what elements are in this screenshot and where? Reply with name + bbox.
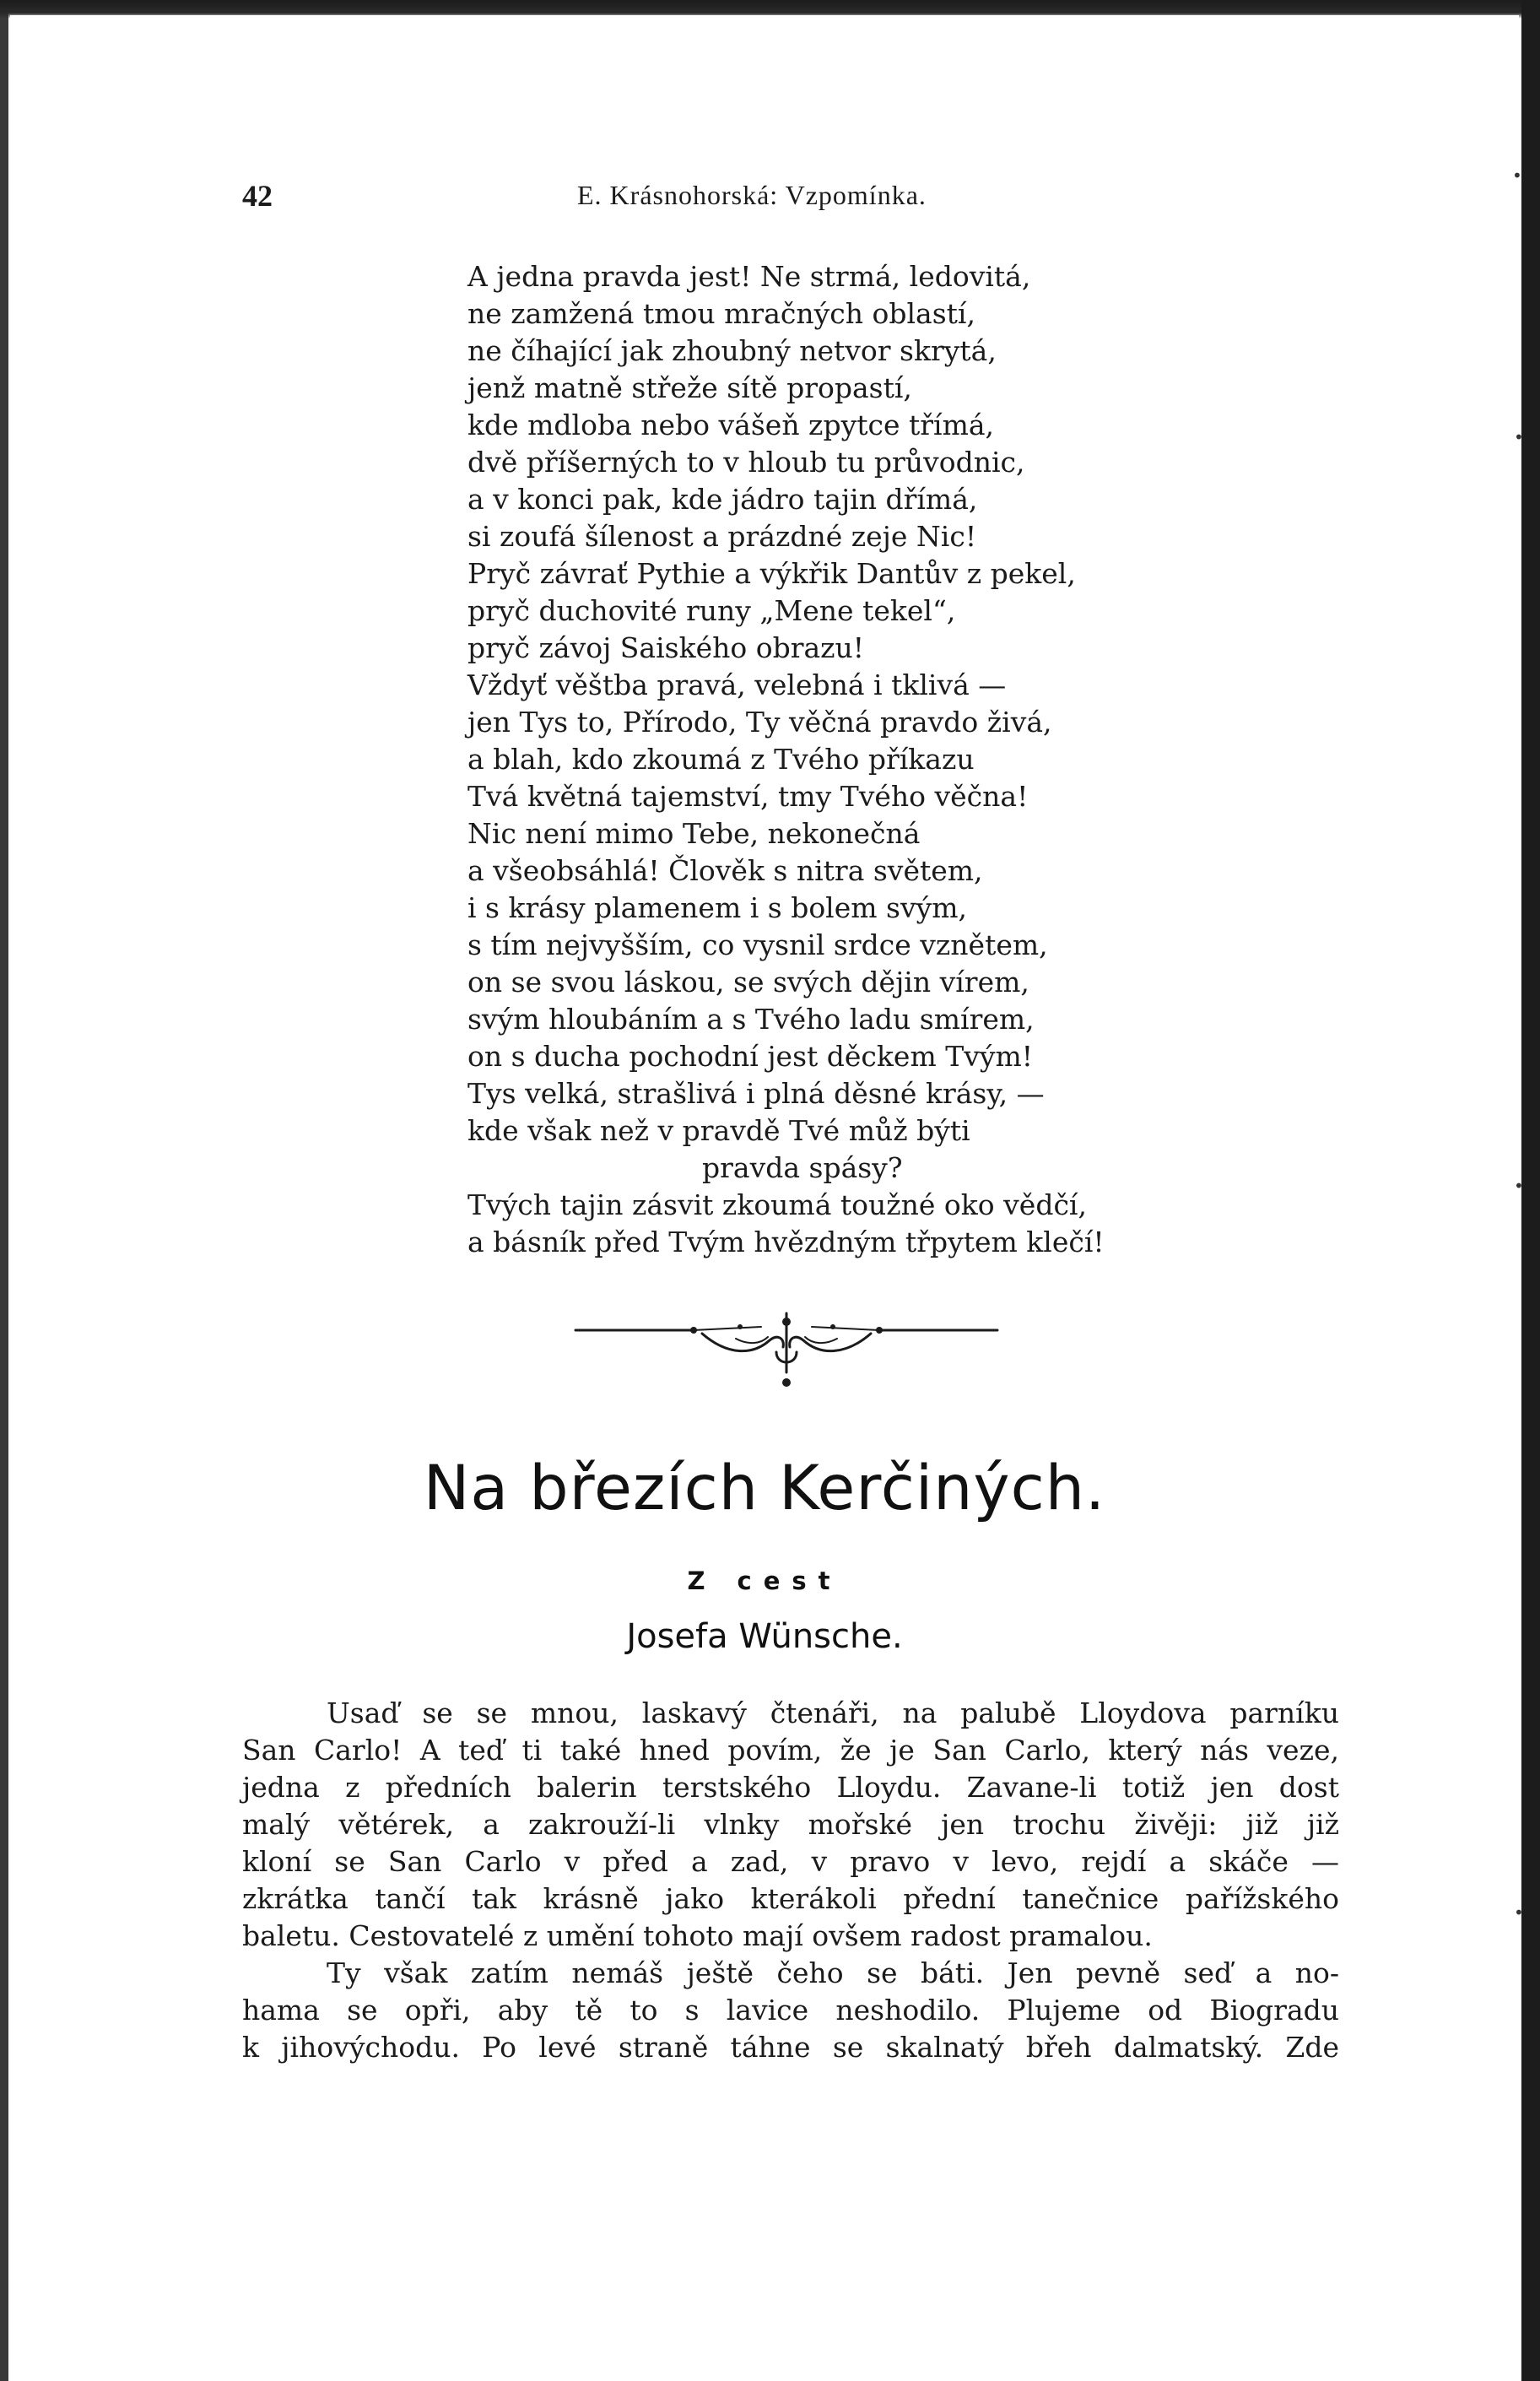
poem-line: Vždyť věštba pravá, velebná i tklivá —	[467, 668, 1007, 701]
poem-line: Tvá květná tajemství, tmy Tvého věčna!	[467, 780, 1029, 813]
poem-line: kde mdloba nebo vášeň zpytce třímá,	[467, 409, 995, 441]
poem-line: pryč duchovité runy „Mene tekel“,	[467, 594, 956, 627]
scan-right-edge	[1521, 0, 1540, 2381]
running-head: E. Krásnohorská: Vzpomínka.	[577, 180, 927, 210]
page-number: 42	[242, 179, 273, 213]
poem-line: si zoufá šílenost a prázdné zeje Nic!	[467, 520, 977, 553]
poem-line: Pryč závrať Pythie a výkřik Dantův z pekel,	[467, 557, 1076, 590]
book-page	[10, 15, 1524, 2374]
poem-line: a všeobsáhlá! Člověk s nitra světem,	[467, 854, 983, 887]
poem-line: kde však než v pravdě Tvé můž býti	[467, 1114, 970, 1147]
section-ornament	[567, 1305, 1006, 1398]
poem-line: Nic není mimo Tebe, nekonečná	[467, 817, 921, 850]
poem-line: a básník před Tvým hvězdným třpytem klečí!	[467, 1226, 1105, 1258]
prose-line: baletu. Cestovatelé z umění tohoto mají ovšem radost pramalou.	[242, 1919, 1153, 1952]
poem-line: s tím nejvyšším, co vysnil srdce vznětem,	[467, 928, 1048, 961]
prose-line: kloní se San Carlo v před a zad, v pravo v levo, rejdí a skáče —	[242, 1845, 1339, 1878]
margin-speck: •	[1514, 427, 1524, 447]
poem-line: svým hloubáním a s Tvého ladu smírem,	[467, 1003, 1035, 1036]
prose-line: zkrátka tančí tak krásně jako kterákoli přední tanečnice pařížského	[242, 1882, 1339, 1915]
poem-line: on se svou láskou, se svých dějin vírem,	[467, 966, 1029, 998]
prose-line: malý větérek, a zakrouží-li vlnky mořské jen trochu živěji: již již	[242, 1808, 1339, 1841]
poem-line: i s krásy plamenem i s bolem svým,	[467, 891, 968, 924]
prose-body	[242, 1695, 1339, 2066]
prose-line: hama se opři, aby tě to s lavice neshodilo. Plujeme od Biogradu	[242, 1994, 1339, 2027]
story-subtitle: Z cest	[687, 1567, 842, 1595]
poem-line: jen Tys to, Přírodo, Ty věčná pravdo živá,	[467, 706, 1052, 739]
margin-speck: •	[1514, 1176, 1524, 1196]
prose-line: Usaď se se mnou, laskavý čtenáři, na palubě Lloydova parníku	[327, 1696, 1339, 1729]
prose-line: k jihovýchodu. Po levé straně táhne se skalnatý břeh dalmatský. Zde	[242, 2031, 1339, 2064]
scan-left-edge	[0, 0, 8, 2381]
margin-speck: •	[1512, 165, 1522, 186]
poem-line: pryč závoj Saiského obrazu!	[467, 631, 865, 664]
poem-line: Tvých tajin zásvit zkoumá toužné oko vědčí,	[467, 1188, 1087, 1221]
poem	[467, 258, 1227, 1261]
prose-line: San Carlo! A teď ti také hned povím, že je San Carlo, který nás veze,	[242, 1734, 1339, 1767]
prose-line: Ty však zatím nemáš ještě čeho se báti. Jen pevně seď a no-	[327, 1956, 1339, 1989]
poem-line: on s ducha pochodní jest děckem Tvým!	[467, 1040, 1034, 1073]
page-header	[10, 178, 1519, 220]
poem-line: jenž matně střeže sítě propastí,	[467, 371, 912, 404]
story-title: Na březích Kerčiných.	[423, 1453, 1106, 1524]
poem-line-indented: pravda spásy?	[702, 1151, 903, 1184]
poem-line: Tys velká, strašlivá i plná děsné krásy, —	[467, 1077, 1045, 1110]
prose-line: jedna z předních balerin terstského Lloydu. Zavane-li totiž jen dost	[242, 1771, 1339, 1804]
poem-line: ne číhající jak zhoubný netvor skrytá,	[467, 334, 997, 367]
poem-line: dvě příšerných to v hloub tu průvodnic,	[467, 446, 1025, 479]
margin-speck: •	[1514, 1902, 1524, 1923]
poem-line: a blah, kdo zkoumá z Tvého příkazu	[467, 743, 975, 776]
poem-line: a v konci pak, kde jádro tajin dřímá,	[467, 483, 978, 516]
poem-line: A jedna pravda jest! Ne strmá, ledovitá,	[467, 260, 1031, 293]
author-name: Josefa Wünsche.	[626, 1617, 903, 1656]
poem-line: ne zamžená tmou mračných oblastí,	[467, 297, 975, 330]
